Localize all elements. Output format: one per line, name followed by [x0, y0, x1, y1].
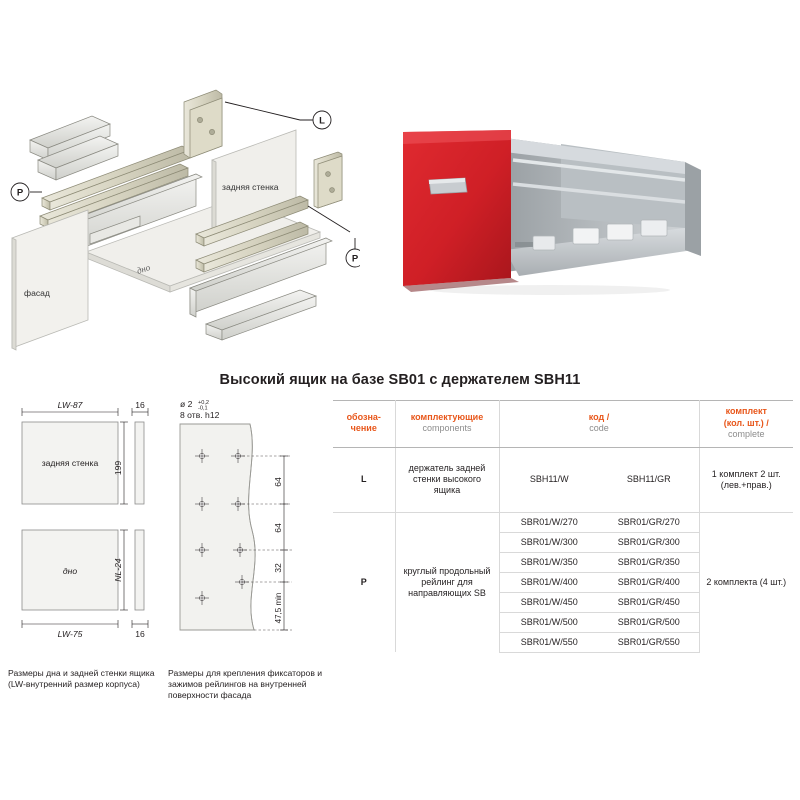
row-code-w-p-300: SBR01/W/300 [499, 532, 599, 552]
page-title: Высокий ящик на базе SB01 с держателем SBH11 [219, 372, 581, 388]
dim-hole-diameter: ø 2 [180, 399, 193, 409]
components-table [333, 400, 793, 653]
panel-dimensions-drawing [8, 398, 178, 648]
dim-64-b: 64 [273, 523, 283, 533]
exploded-assembly-svg [0, 20, 360, 360]
row-desc-l: держатель задней стенки высокого ящика [395, 447, 499, 512]
dim-64-a: 64 [273, 477, 283, 487]
callout-p-right-label: P [351, 253, 359, 265]
label-bottom-dim: дно [62, 566, 78, 576]
label-rear-wall: задняя стенка [222, 182, 279, 192]
hole-pattern-svg [172, 398, 327, 648]
dim-32: 32 [273, 563, 283, 573]
facade-surface [180, 424, 255, 630]
label-facade: фасад [24, 288, 50, 298]
dim-475-min: 47,5 min [274, 592, 283, 624]
table-row [333, 447, 793, 512]
row-code-gr-l: SBH11/GR [599, 447, 699, 512]
dim-holes-count: 8 отв. h12 [180, 410, 220, 420]
row-code-w-p-270: SBR01/W/270 [499, 512, 599, 532]
caption-hole-pattern: Размеры для крепления фиксаторов и зажимов рейлингов на внутренней поверхности фасада [168, 668, 323, 700]
callout-l-label: L [319, 115, 325, 127]
label-bottom-panel: дно [135, 262, 152, 276]
row-complete-p: 2 комплекта (4 шт.) [706, 576, 787, 587]
row-code-w-p-500: SBR01/W/500 [499, 612, 599, 632]
row-complete-l: 1 комплект 2 шт. (лев.+прав.) [699, 447, 793, 512]
dim-thickness-bottom: 16 [135, 629, 145, 639]
row-mark-p: P [333, 512, 395, 652]
header-components: комплектующие components [395, 401, 499, 448]
dim-199: 199 [113, 460, 123, 476]
dim-lw75: LW-75 [57, 629, 83, 639]
row-code-gr-p-300: SBR01/GR/300 [599, 532, 699, 552]
exploded-assembly-diagram [0, 20, 360, 360]
header-mark: обозна- чение [333, 401, 395, 448]
row-code-w-p-400: SBR01/W/400 [499, 572, 599, 592]
callout-p-left-label: P [16, 187, 24, 199]
row-code-w-l: SBH11/W [499, 447, 599, 512]
product-photo [385, 100, 705, 300]
dim-thickness-top: 16 [135, 400, 145, 410]
row-code-gr-p-270: SBR01/GR/270 [599, 512, 699, 532]
components-table-grid [333, 400, 793, 653]
table-row [333, 512, 793, 532]
caption-panel-dimensions: Размеры дна и задней стенки ящика (LW-внутренний размер корпуса) [8, 668, 155, 689]
row-code-w-p-550: SBR01/W/550 [499, 632, 599, 652]
header-complete: комплект (кол. шт.) / complete [699, 401, 793, 448]
row-code-gr-p-550: SBR01/GR/550 [599, 632, 699, 652]
row-code-gr-p-450: SBR01/GR/450 [599, 592, 699, 612]
row-code-w-p-450: SBR01/W/450 [499, 592, 599, 612]
row-mark-l: L [333, 447, 395, 512]
label-rear-wall-dim: задняя стенка [41, 458, 99, 468]
table-header-row [333, 401, 793, 448]
row-code-w-p-350: SBR01/W/350 [499, 552, 599, 572]
dim-hole-tol-up: +0,2 [198, 400, 210, 406]
row-desc-p: круглый продольный рейлинг для направляющих SB [395, 512, 499, 652]
product-photo-svg [385, 100, 705, 300]
panel-dimensions-svg [8, 398, 178, 648]
hole-pattern-drawing [172, 398, 322, 648]
dim-nl24: NL-24 [113, 558, 123, 582]
dim-lw87: LW-87 [57, 400, 83, 410]
row-code-gr-p-350: SBR01/GR/350 [599, 552, 699, 572]
header-code: код / code [499, 401, 699, 448]
row-code-gr-p-400: SBR01/GR/400 [599, 572, 699, 592]
row-code-gr-p-500: SBR01/GR/500 [599, 612, 699, 632]
dim-hole-tol-dn: -0,1 [198, 405, 208, 412]
